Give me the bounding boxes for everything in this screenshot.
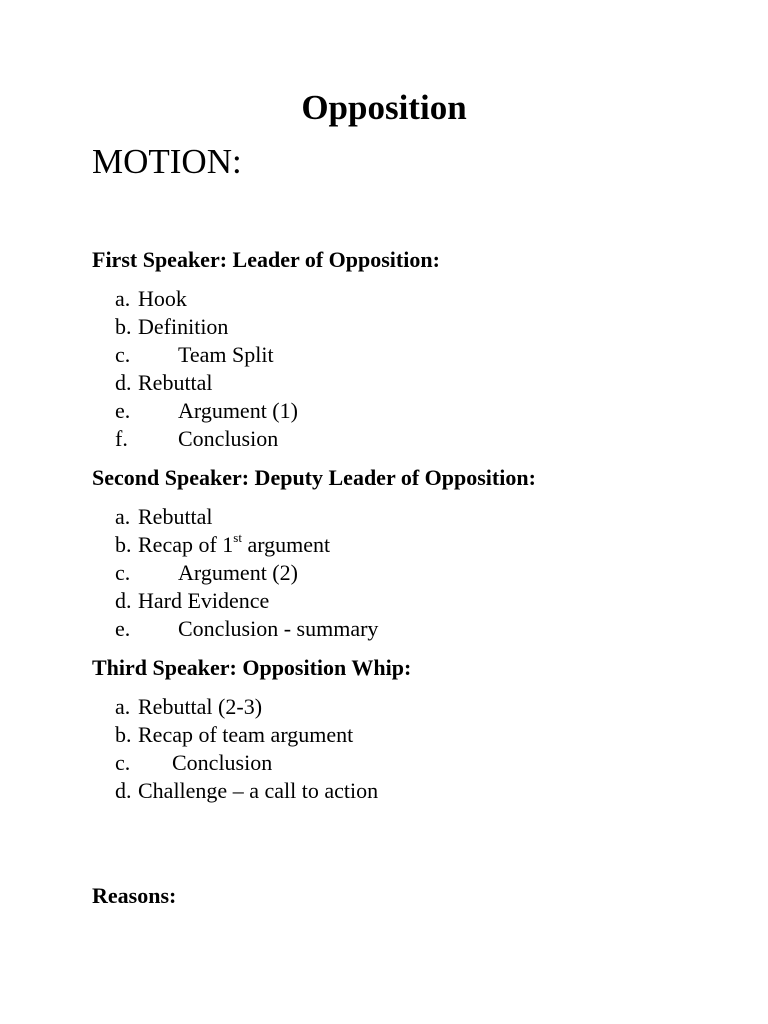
list-marker: f. [115, 426, 128, 451]
list-marker: d. [115, 370, 132, 395]
list-item-text: Team Split [178, 342, 274, 367]
list-item-text: Rebuttal (2-3) [138, 694, 263, 719]
section-heading-third-speaker: Third Speaker: Opposition Whip: [92, 655, 412, 680]
list-marker: d. [115, 588, 132, 613]
list-item-text: Recap of team argument [138, 722, 354, 747]
section-heading-second-speaker: Second Speaker: Deputy Leader of Opposition: [92, 465, 536, 490]
ordinal-suffix: st [233, 529, 242, 545]
list-item-text: Hard Evidence [138, 588, 270, 613]
list-marker: e. [115, 398, 131, 423]
list-item-text: Conclusion - summary [178, 616, 379, 641]
list-marker: e. [115, 616, 131, 641]
list-item-text: Rebuttal [138, 370, 213, 395]
list-item-text: Argument (2) [178, 560, 298, 585]
list-marker: b. [115, 314, 132, 339]
list-item-text: Argument (1) [178, 398, 298, 423]
reasons-heading: Reasons: [92, 883, 177, 908]
list-item-text-main: Recap of 1 [138, 532, 234, 557]
list-item-text: Conclusion [178, 426, 279, 451]
motion-label: MOTION: [92, 142, 242, 181]
list-item-text: Rebuttal [138, 504, 213, 529]
list-item-text: Challenge – a call to action [138, 778, 379, 803]
list-item-text: Hook [138, 286, 187, 311]
list-item-text: Conclusion [172, 750, 273, 775]
list-marker: a. [115, 504, 131, 529]
list-item-text-tail: argument [241, 532, 331, 557]
list-marker: b. [115, 532, 132, 557]
list-marker: a. [115, 286, 131, 311]
section-heading-first-speaker: First Speaker: Leader of Opposition: [92, 247, 440, 272]
list-item-text [138, 531, 330, 559]
list-marker: b. [115, 722, 132, 747]
list-marker: c. [115, 342, 131, 367]
list-item-text: Definition [138, 314, 229, 339]
list-marker: a. [115, 694, 131, 719]
list-marker: c. [115, 560, 131, 585]
list-marker: c. [115, 750, 131, 775]
page-title: Opposition [301, 88, 467, 127]
list-marker: d. [115, 778, 132, 803]
